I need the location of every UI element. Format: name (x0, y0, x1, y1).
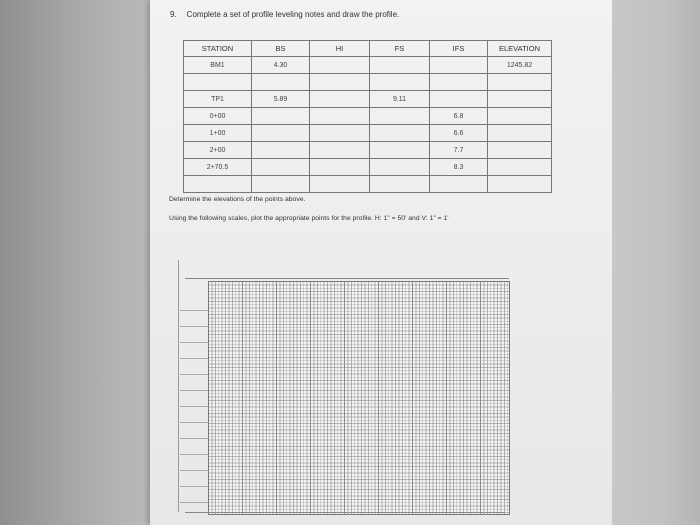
cell-fs (370, 108, 430, 125)
cell-ifs: 8.3 (430, 159, 488, 176)
cell-bs (252, 142, 310, 159)
cell-ifs (430, 91, 488, 108)
cell-station (184, 74, 252, 91)
vertical-scale-ticks (180, 295, 211, 513)
col-header-hi: HI (310, 41, 370, 57)
cell-hi (310, 159, 370, 176)
cell-ifs: 7.7 (430, 142, 488, 159)
cell-fs (370, 159, 430, 176)
cell-bs: 4.30 (252, 57, 310, 74)
cell-hi (310, 91, 370, 108)
question-number: 9. (170, 10, 177, 19)
cell-elevation (488, 142, 552, 159)
cell-station: TP1 (184, 91, 252, 108)
cell-bs (252, 108, 310, 125)
cell-elevation (488, 108, 552, 125)
cell-elevation: 1245.82 (488, 57, 552, 74)
cell-ifs (430, 74, 488, 91)
table-header-row (184, 41, 552, 57)
col-header-station: STATION (184, 41, 252, 57)
cell-fs (370, 74, 430, 91)
table-row (184, 74, 552, 91)
cell-bs (252, 74, 310, 91)
cell-station (184, 176, 252, 193)
instruction-scales: Using the following scales, plot the appropriate points for the profile. H: 1" = 50' and V: 1" = 1' (169, 215, 449, 222)
cell-elevation (488, 74, 552, 91)
cell-fs (370, 176, 430, 193)
cell-ifs (430, 57, 488, 74)
table-row (184, 159, 552, 176)
cell-bs (252, 176, 310, 193)
cell-hi (310, 74, 370, 91)
cell-elevation (488, 176, 552, 193)
cell-hi (310, 176, 370, 193)
cell-station: 2+00 (184, 142, 252, 159)
leveling-notes-table (183, 40, 552, 193)
cell-bs (252, 125, 310, 142)
cell-bs: 5.89 (252, 91, 310, 108)
table-row (184, 142, 552, 159)
cell-ifs: 6.8 (430, 108, 488, 125)
cell-ifs: 6.6 (430, 125, 488, 142)
cell-elevation (488, 125, 552, 142)
col-header-elevation: ELEVATION (488, 41, 552, 57)
table-row (184, 176, 552, 193)
cell-fs: 9.11 (370, 91, 430, 108)
col-header-fs: FS (370, 41, 430, 57)
cell-fs (370, 125, 430, 142)
question-text: Complete a set of profile leveling notes and draw the profile. (186, 10, 400, 19)
cell-hi (310, 142, 370, 159)
cell-station: 2+70.5 (184, 159, 252, 176)
cell-hi (310, 57, 370, 74)
cell-hi (310, 108, 370, 125)
cell-fs (370, 57, 430, 74)
col-header-ifs: IFS (430, 41, 488, 57)
cell-station: BM1 (184, 57, 252, 74)
profile-graph-paper (208, 281, 510, 515)
instruction-determine: Determine the elevations of the points above. (169, 196, 306, 203)
cell-elevation (488, 159, 552, 176)
graph-bottom-border (185, 512, 505, 517)
table-row (184, 108, 552, 125)
cell-station: 1+00 (184, 125, 252, 142)
table-row (184, 125, 552, 142)
cell-station: 0+00 (184, 108, 252, 125)
table-row (184, 57, 552, 74)
cell-elevation (488, 91, 552, 108)
paper-edge (612, 0, 700, 525)
cell-ifs (430, 176, 488, 193)
question-line (170, 10, 399, 19)
cell-fs (370, 142, 430, 159)
col-header-bs: BS (252, 41, 310, 57)
table-row (184, 91, 552, 108)
cell-bs (252, 159, 310, 176)
cell-hi (310, 125, 370, 142)
